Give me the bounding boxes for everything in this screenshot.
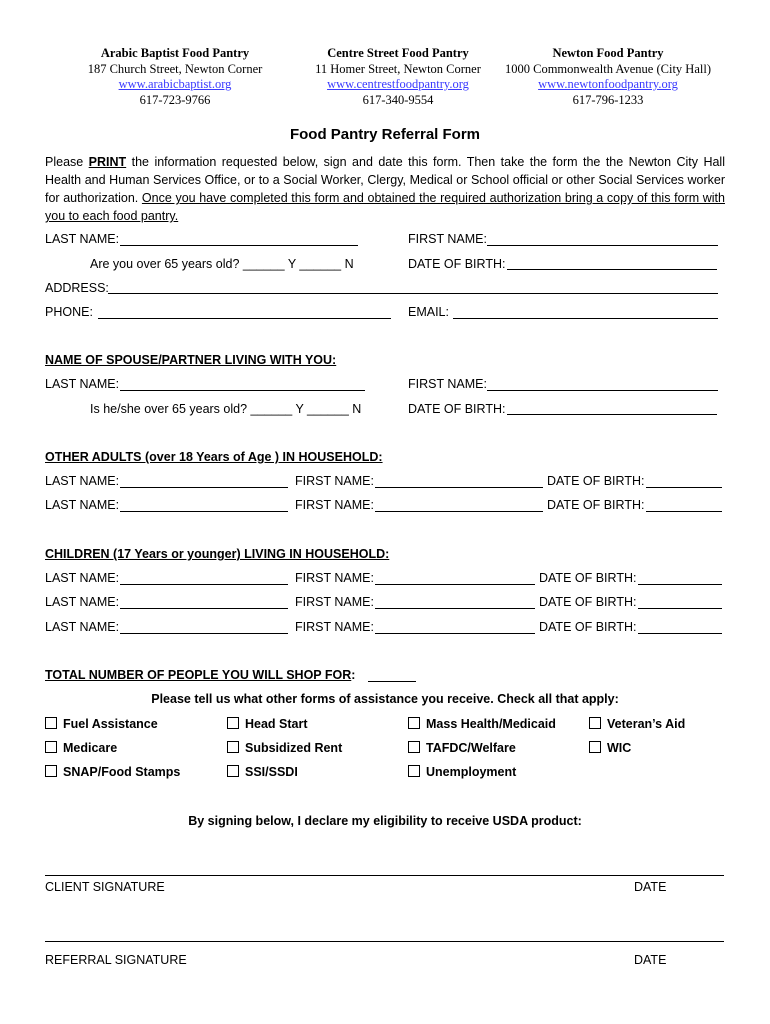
checkbox-head-start[interactable]	[227, 716, 308, 732]
applicant-first-name-label: FIRST NAME:	[408, 232, 487, 246]
checkbox-icon[interactable]	[589, 741, 601, 753]
child-last-name-label: LAST NAME:	[45, 620, 120, 634]
referral-signature-line[interactable]	[45, 941, 724, 942]
checkbox-label: Unemployment	[426, 765, 517, 779]
child-first-name-label: FIRST NAME:	[295, 571, 374, 585]
adult-first-name-label: FIRST NAME:	[295, 498, 374, 512]
adult-dob-field[interactable]	[646, 511, 722, 512]
total-people-label-text: TOTAL NUMBER OF PEOPLE YOU WILL SHOP FOR	[45, 668, 352, 682]
referral-date-label: DATE	[634, 953, 667, 967]
checkbox-veterans-aid[interactable]	[589, 716, 685, 732]
checkbox-icon[interactable]	[408, 765, 420, 777]
applicant-dob-label: DATE OF BIRTH:	[408, 257, 506, 271]
checkbox-label: SNAP/Food Stamps	[63, 765, 181, 779]
spouse-dob-field[interactable]	[507, 414, 717, 415]
child-dob-field[interactable]	[638, 584, 722, 585]
client-signature-label: CLIENT SIGNATURE	[45, 880, 165, 894]
checkbox-label: Head Start	[245, 717, 308, 731]
checkbox-icon[interactable]	[227, 765, 239, 777]
pantry-website-link[interactable]: www.arabicbaptist.org	[118, 77, 232, 91]
checkbox-wic[interactable]	[589, 740, 631, 756]
applicant-last-name-field[interactable]	[120, 245, 358, 246]
pantry-arabic-baptist	[65, 46, 285, 108]
adult-dob-label: DATE OF BIRTH:	[547, 474, 645, 488]
applicant-address-label: ADDRESS:	[45, 281, 109, 295]
checkbox-label: Mass Health/Medicaid	[426, 717, 556, 731]
checkbox-icon[interactable]	[408, 741, 420, 753]
child-dob-label: DATE OF BIRTH:	[539, 571, 637, 585]
spouse-last-name-field[interactable]	[120, 390, 365, 391]
applicant-email-field[interactable]	[453, 318, 718, 319]
checkbox-label: TAFDC/Welfare	[426, 741, 516, 755]
child-last-name-field[interactable]	[120, 608, 288, 609]
child-last-name-field[interactable]	[120, 633, 288, 634]
spouse-first-name-field[interactable]	[487, 390, 718, 391]
child-first-name-field[interactable]	[375, 633, 535, 634]
total-people-field[interactable]	[368, 681, 416, 682]
applicant-last-name-label: LAST NAME:	[45, 232, 120, 246]
child-dob-field[interactable]	[638, 608, 722, 609]
checkbox-medicare[interactable]	[45, 740, 117, 756]
checkbox-icon[interactable]	[589, 717, 601, 729]
applicant-over65-question[interactable]: Are you over 65 years old? ______ Y ______ N	[90, 257, 354, 271]
spouse-over65-question[interactable]: Is he/she over 65 years old? ______ Y ______ N	[90, 402, 362, 416]
checkbox-icon[interactable]	[227, 741, 239, 753]
pantry-address: 11 Homer Street, Newton Corner	[315, 61, 481, 76]
child-first-name-label: FIRST NAME:	[295, 595, 374, 609]
pantry-phone: 617-796-1233	[572, 92, 644, 107]
checkbox-label: SSI/SSDI	[245, 765, 298, 779]
adult-last-name-label: LAST NAME:	[45, 474, 120, 488]
pantry-phone: 617-340-9554	[362, 92, 434, 107]
adult-last-name-field[interactable]	[120, 511, 288, 512]
adult-last-name-label: LAST NAME:	[45, 498, 120, 512]
pantry-name: Newton Food Pantry	[552, 46, 664, 60]
intro-text-middle: the information requested below, sign and date this form. Then take the form the the Newton City Hall Health and Human Services Office, or to a Social Worker, Clergy, Medical or School official or other Social Services worker for authorization.	[45, 155, 725, 205]
applicant-phone-label: PHONE:	[45, 305, 93, 319]
checkbox-label: Fuel Assistance	[63, 717, 158, 731]
child-first-name-field[interactable]	[375, 608, 535, 609]
intro-text-start: Please	[45, 155, 89, 169]
pantry-name: Centre Street Food Pantry	[327, 46, 469, 60]
children-section-heading: CHILDREN (17 Years or younger) LIVING IN HOUSEHOLD:	[45, 547, 390, 561]
adult-first-name-field[interactable]	[375, 511, 543, 512]
checkbox-unemployment[interactable]	[408, 764, 516, 780]
form-instructions	[45, 153, 725, 225]
applicant-first-name-field[interactable]	[487, 245, 718, 246]
checkbox-label: Veteran’s Aid	[607, 717, 686, 731]
total-people-colon: :	[351, 668, 356, 682]
applicant-phone-field[interactable]	[98, 318, 391, 319]
checkbox-tafdc-welfare[interactable]	[408, 740, 516, 756]
spouse-first-name-label: FIRST NAME:	[408, 377, 487, 391]
checkbox-icon[interactable]	[45, 765, 57, 777]
child-first-name-field[interactable]	[375, 584, 535, 585]
checkbox-fuel-assistance[interactable]	[45, 716, 158, 732]
spouse-last-name-label: LAST NAME:	[45, 377, 120, 391]
pantry-phone: 617-723-9766	[139, 92, 211, 107]
adult-dob-field[interactable]	[646, 487, 722, 488]
child-last-name-label: LAST NAME:	[45, 571, 120, 585]
pantry-address: 1000 Commonwealth Avenue (City Hall)	[505, 61, 711, 76]
pantry-website-link[interactable]: www.newtonfoodpantry.org	[538, 77, 678, 91]
checkbox-icon[interactable]	[227, 717, 239, 729]
spouse-dob-label: DATE OF BIRTH:	[408, 402, 506, 416]
pantry-header	[0, 46, 770, 110]
child-first-name-label: FIRST NAME:	[295, 620, 374, 634]
checkbox-label: Medicare	[63, 741, 118, 755]
usda-declaration: By signing below, I declare my eligibility to receive USDA product:	[188, 814, 582, 828]
checkbox-subsidized-rent[interactable]	[227, 740, 342, 756]
applicant-address-field[interactable]	[108, 293, 718, 294]
referral-signature-label: REFERRAL SIGNATURE	[45, 953, 187, 967]
total-people-label	[45, 667, 355, 683]
pantry-website-link[interactable]: www.centrestfoodpantry.org	[327, 77, 469, 91]
pantry-name: Arabic Baptist Food Pantry	[100, 46, 250, 60]
adult-first-name-label: FIRST NAME:	[295, 474, 374, 488]
checkbox-label: WIC	[607, 741, 632, 755]
assistance-prompt: Please tell us what other forms of assistance you receive. Check all that apply:	[151, 692, 619, 706]
child-last-name-label: LAST NAME:	[45, 595, 120, 609]
adult-dob-label: DATE OF BIRTH:	[547, 498, 645, 512]
child-last-name-field[interactable]	[120, 584, 288, 585]
child-dob-label: DATE OF BIRTH:	[539, 595, 637, 609]
form-title: Food Pantry Referral Form	[289, 126, 481, 143]
checkbox-label: Subsidized Rent	[245, 741, 343, 755]
adult-last-name-field[interactable]	[120, 487, 288, 488]
checkbox-icon[interactable]	[45, 717, 57, 729]
applicant-dob-field[interactable]	[507, 269, 717, 270]
other-adults-section-heading: OTHER ADULTS (over 18 Years of Age ) IN HOUSEHOLD:	[45, 450, 383, 464]
adult-first-name-field[interactable]	[375, 487, 543, 488]
spouse-section-heading: NAME OF SPOUSE/PARTNER LIVING WITH YOU:	[45, 353, 337, 367]
checkbox-snap-food-stamps[interactable]	[45, 764, 180, 780]
checkbox-icon[interactable]	[408, 717, 420, 729]
child-dob-field[interactable]	[638, 633, 722, 634]
intro-print-emphasis: PRINT	[88, 155, 127, 169]
child-dob-label: DATE OF BIRTH:	[539, 620, 637, 634]
applicant-email-label: EMAIL:	[408, 305, 449, 319]
pantry-centre-street	[288, 46, 508, 108]
intro-text-underlined: Once you have completed this form and obtained the required authorization bring a copy of this form with you to each food pantry.	[45, 191, 725, 223]
checkbox-mass-health-medicaid[interactable]	[408, 716, 556, 732]
checkbox-icon[interactable]	[45, 741, 57, 753]
pantry-newton	[496, 46, 720, 108]
pantry-address: 187 Church Street, Newton Corner	[87, 61, 263, 76]
client-signature-line[interactable]	[45, 875, 724, 876]
client-date-label: DATE	[634, 880, 667, 894]
checkbox-ssi-ssdi[interactable]	[227, 764, 298, 780]
